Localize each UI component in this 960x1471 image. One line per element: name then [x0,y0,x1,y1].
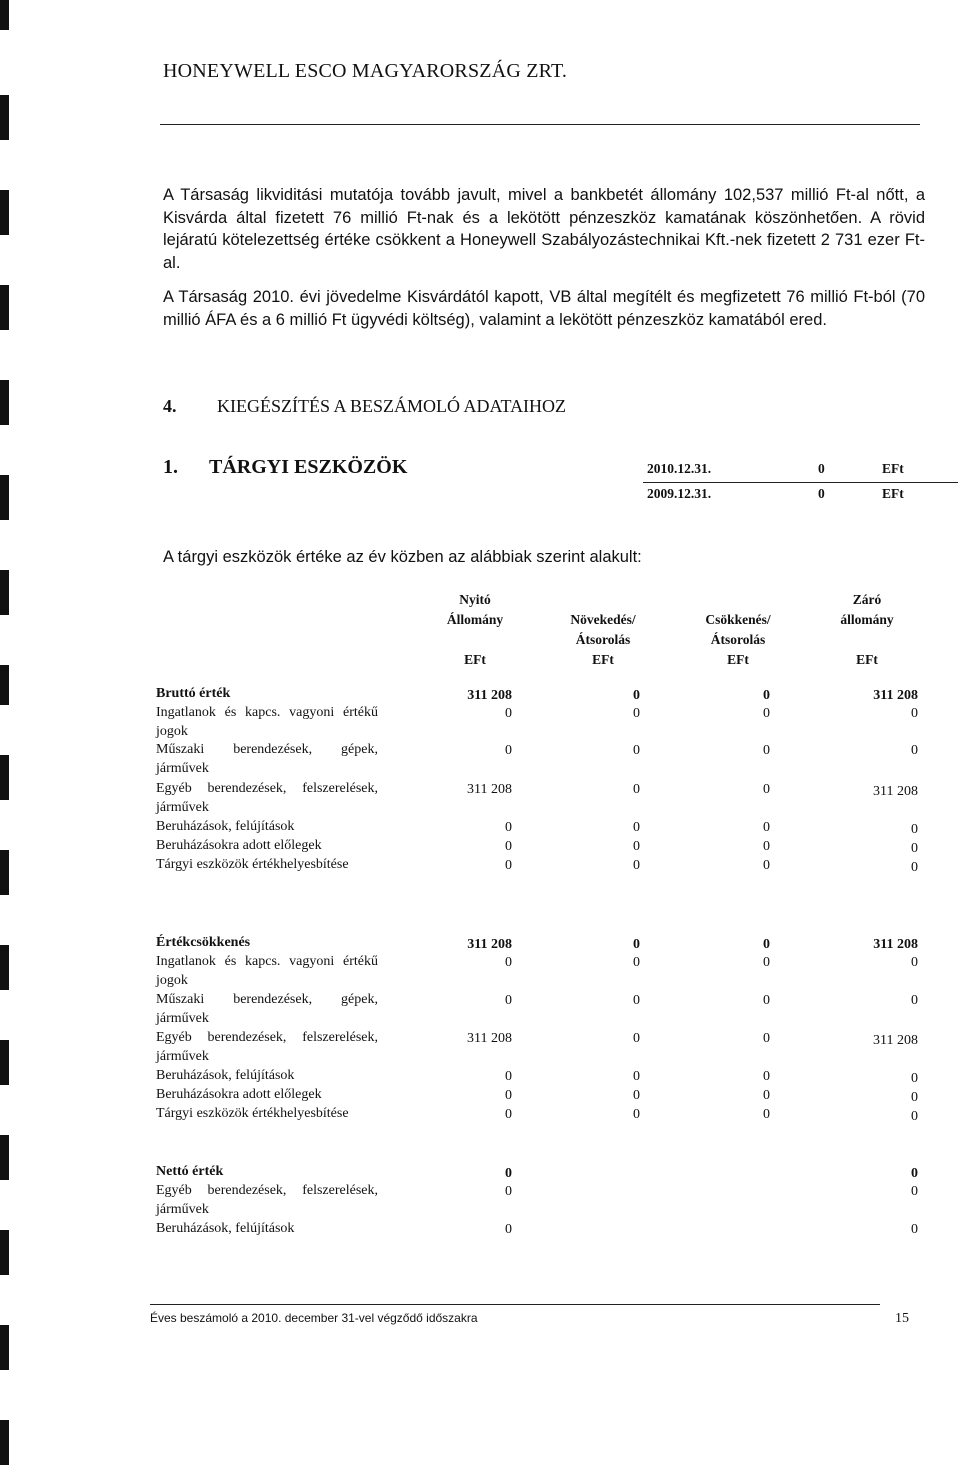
brutto-row-machinery: Műszaki berendezések, gépek, járművek [156,742,378,776]
col-header-increase: Növekedés/ Átsorolás EFt [570,612,636,667]
depreciation-row-other: Egyéb berendezések, felszerelések, járművek [156,1030,378,1064]
section-heading [163,396,566,417]
table-intro: A tárgyi eszközök értéke az év közben az alábbiak szerint alakult: [163,548,642,566]
subsection-heading [163,456,407,479]
date-previous-value: 0 [818,486,825,501]
date-previous-unit: EFt [882,486,904,501]
depreciation-title: Értékcsökkenés [156,935,251,950]
paragraph-liquidity: A Társaság likviditási mutatója tovább javult, mivel a bankbetét állomány 102,537 millió Ft-al nőtt, a Kisvárda által fizetett 76 millió Ft-nak és a lekötött pénzeszköz kamatának köszönhetően. A rövid lejáratú kötelezettség értéke csökkent a Honeywell Szabályozástechnikai Kft.-nek fizetett 2 731 ezer Ft-al. [163,186,925,272]
depreciation-row-land: Ingatlanok és kapcs. vagyoni értékű jogok [156,954,378,988]
depreciation-row-advances: Beruházásokra adott előlegek [156,1087,322,1102]
col-header-closing: Záró állomány EFt [840,592,894,667]
page-number: 15 [895,1311,909,1326]
brutto-row-land: Ingatlanok és kapcs. vagyoni értékű jogok [156,705,378,739]
header-divider [160,124,920,125]
section-number: 4. [163,396,177,416]
company-header: HONEYWELL ESCO MAGYARORSZÁG ZRT. [163,60,568,82]
paragraph-income: A Társaság 2010. évi jövedelme Kisvárdától kapott, VB által megítélt és megfizetett 76 millió Ft-ból (70 millió ÁFA és a 6 millió Ft ügyvédi költség), valamint a lekötött pénzeszköz kamatából ered. [163,288,925,329]
date-current-value: 0 [818,461,825,476]
depreciation-row-investments: Beruházások, felújítások [156,1068,295,1083]
net-row-investments: Beruházások, felújítások [156,1221,295,1236]
net-row-other: Egyéb berendezések, felszerelések, járművek [156,1183,378,1217]
depreciation-row-revaluation: Tárgyi eszközök értékhelyesbítése [156,1106,349,1121]
col-header-decrease: Csökkenés/ Átsorolás EFt [705,612,771,667]
col-header-opening: Nyitó Állomány EFt [446,592,504,667]
scan-edge-marks [0,0,12,1471]
date-current: 2010.12.31. [647,461,712,476]
footer-text: Éves beszámoló a 2010. december 31-vel végződő időszakra [150,1311,478,1325]
brutto-row-revaluation: Tárgyi eszközök értékhelyesbítése [156,857,349,872]
date-previous: 2009.12.31. [647,486,712,501]
footer-divider [150,1304,880,1305]
section-title: KIEGÉSZÍTÉS A BESZÁMOLÓ ADATAIHOZ [217,396,567,416]
brutto-row-other: Egyéb berendezések, felszerelések, járművek [156,781,378,815]
brutto-row-investments: Beruházások, felújítások [156,819,295,834]
depreciation-row-machinery: Műszaki berendezések, gépek, járművek [156,992,378,1026]
date-current-unit: EFt [882,461,904,476]
subsection-title: TÁRGYI ESZKÖZÖK [209,456,408,478]
brutto-title: Bruttó érték [156,686,231,701]
brutto-row-advances: Beruházásokra adott előlegek [156,838,322,853]
subsection-number: 1. [163,456,178,478]
date-divider [643,482,958,483]
net-title: Nettó érték [156,1164,224,1179]
